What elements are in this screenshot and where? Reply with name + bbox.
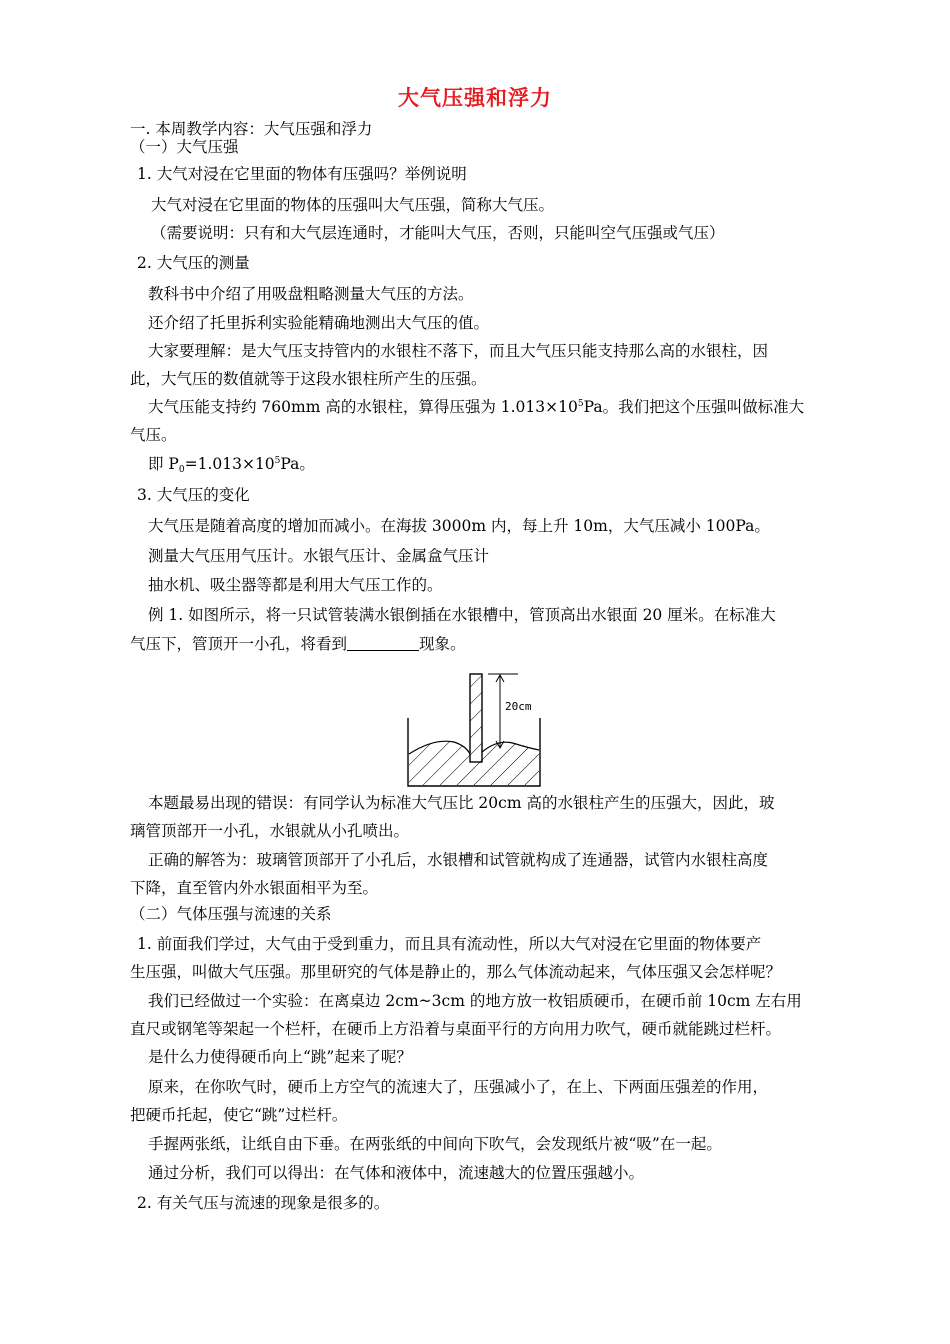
- paragraph-line: 直尺或钢笔等架起一个栏杆，在硬币上方沿着与桌面平行的方向用力吹气，硬币就能跳过栏杆。: [130, 1020, 782, 1038]
- paragraph-line: 教科书中介绍了用吸盘粗略测量大气压的方法。: [148, 285, 474, 303]
- item-heading: 3. 大气压的变化: [137, 486, 250, 504]
- paragraph-line: （需要说明：只有和大气层连通时，才能叫大气压，否则，只能叫空气压强或气压）: [151, 224, 725, 242]
- answer-blank: [347, 635, 419, 651]
- paragraph-line: 原来，在你吹气时，硬币上方空气的流速大了，压强减小了，在上、下两面压强差的作用，: [148, 1078, 769, 1096]
- formula-line: 即 $P_0=1.013\times 10^5Pa$。: [148, 455, 315, 475]
- paragraph-line: 大气对浸在它里面的物体的压强叫大气压强，简称大气压。: [151, 196, 555, 214]
- subsection-heading: （二）气体压强与流速的关系: [130, 905, 332, 923]
- example-line: 气压下，管顶开一小孔，将看到 现象。: [130, 635, 466, 653]
- paragraph-line: 还介绍了托里拆利实验能精确地测出大气压的值。: [148, 314, 490, 332]
- document-title: 大气压强和浮力: [398, 85, 552, 110]
- paragraph-line: 生压强，叫做大气压强。那里研究的气体是静止的，那么气体流动起来，气体压强又会怎样呢？: [130, 963, 782, 981]
- subsection-heading: （一）大气压强: [130, 138, 239, 156]
- example-line: 例 1. 如图所示，将一只试管装满水银倒插在水银槽中，管顶高出水银面 20 厘米。在标准大: [148, 606, 776, 624]
- paragraph-line: 大气压能支持约 760mm 高的水银柱，算得压强为 $1.013\times 10^5Pa$。我们把这个压强叫做标准大: [148, 398, 805, 416]
- paragraph-line: 大家要理解：是大气压支持管内的水银柱不落下，而且大气压只能支持那么高的水银柱，因: [148, 342, 769, 360]
- paragraph-line: 1. 前面我们学过，大气由于受到重力，而且具有流动性，所以大气对浸在它里面的物体要产: [137, 935, 762, 953]
- figure-height-label: 20cm: [505, 700, 532, 713]
- paragraph-line: 大气压是随着高度的增加而减小。在海拔 3000m 内，每上升 10m，大气压减小 100Pa。: [148, 517, 770, 535]
- paragraph-line: 气压。: [130, 426, 177, 444]
- section-heading: 一. 本周教学内容：大气压强和浮力: [130, 120, 373, 138]
- paragraph-line: 测量大气压用气压计。水银气压计、金属盒气压计: [148, 547, 490, 565]
- paragraph-line: 璃管顶部开一小孔，水银就从小孔喷出。: [130, 822, 410, 840]
- item-heading: 2. 大气压的测量: [137, 254, 250, 272]
- paragraph-line: 此，大气压的数值就等于这段水银柱所产生的压强。: [130, 370, 487, 388]
- paragraph-line: 手握两张纸，让纸自由下垂。在两张纸的中间向下吹气，会发现纸片被“吸”在一起。: [148, 1135, 722, 1153]
- mercury-fill: [404, 668, 544, 788]
- paragraph-line: 下降，直至管内外水银面相平为至。: [130, 879, 379, 897]
- paragraph-line: 本题最易出现的错误：有同学认为标准大气压比 20cm 高的水银柱产生的压强大，因此，玻: [148, 794, 775, 812]
- mercury-tube-figure: [404, 668, 544, 788]
- item-heading: 2. 有关气压与流速的现象是很多的。: [137, 1194, 390, 1212]
- item-heading: 1. 大气对浸在它里面的物体有压强吗？举例说明: [137, 165, 467, 183]
- paragraph-line: 是什么力使得硬币向上“跳”起来了呢？: [148, 1048, 412, 1066]
- paragraph-line: 正确的解答为：玻璃管顶部开了小孔后，水银槽和试管就构成了连通器，试管内水银柱高度: [148, 851, 769, 869]
- paragraph-line: 通过分析，我们可以得出：在气体和液体中，流速越大的位置压强越小。: [148, 1164, 645, 1182]
- paragraph-line: 我们已经做过一个实验：在离桌边 2cm~3cm 的地方放一枚铝质硬币，在硬币前 10cm 左右用: [148, 992, 802, 1010]
- paragraph-line: 抽水机、吸尘器等都是利用大气压工作的。: [148, 576, 443, 594]
- paragraph-line: 把硬币托起，使它“跳”过栏杆。: [130, 1106, 348, 1124]
